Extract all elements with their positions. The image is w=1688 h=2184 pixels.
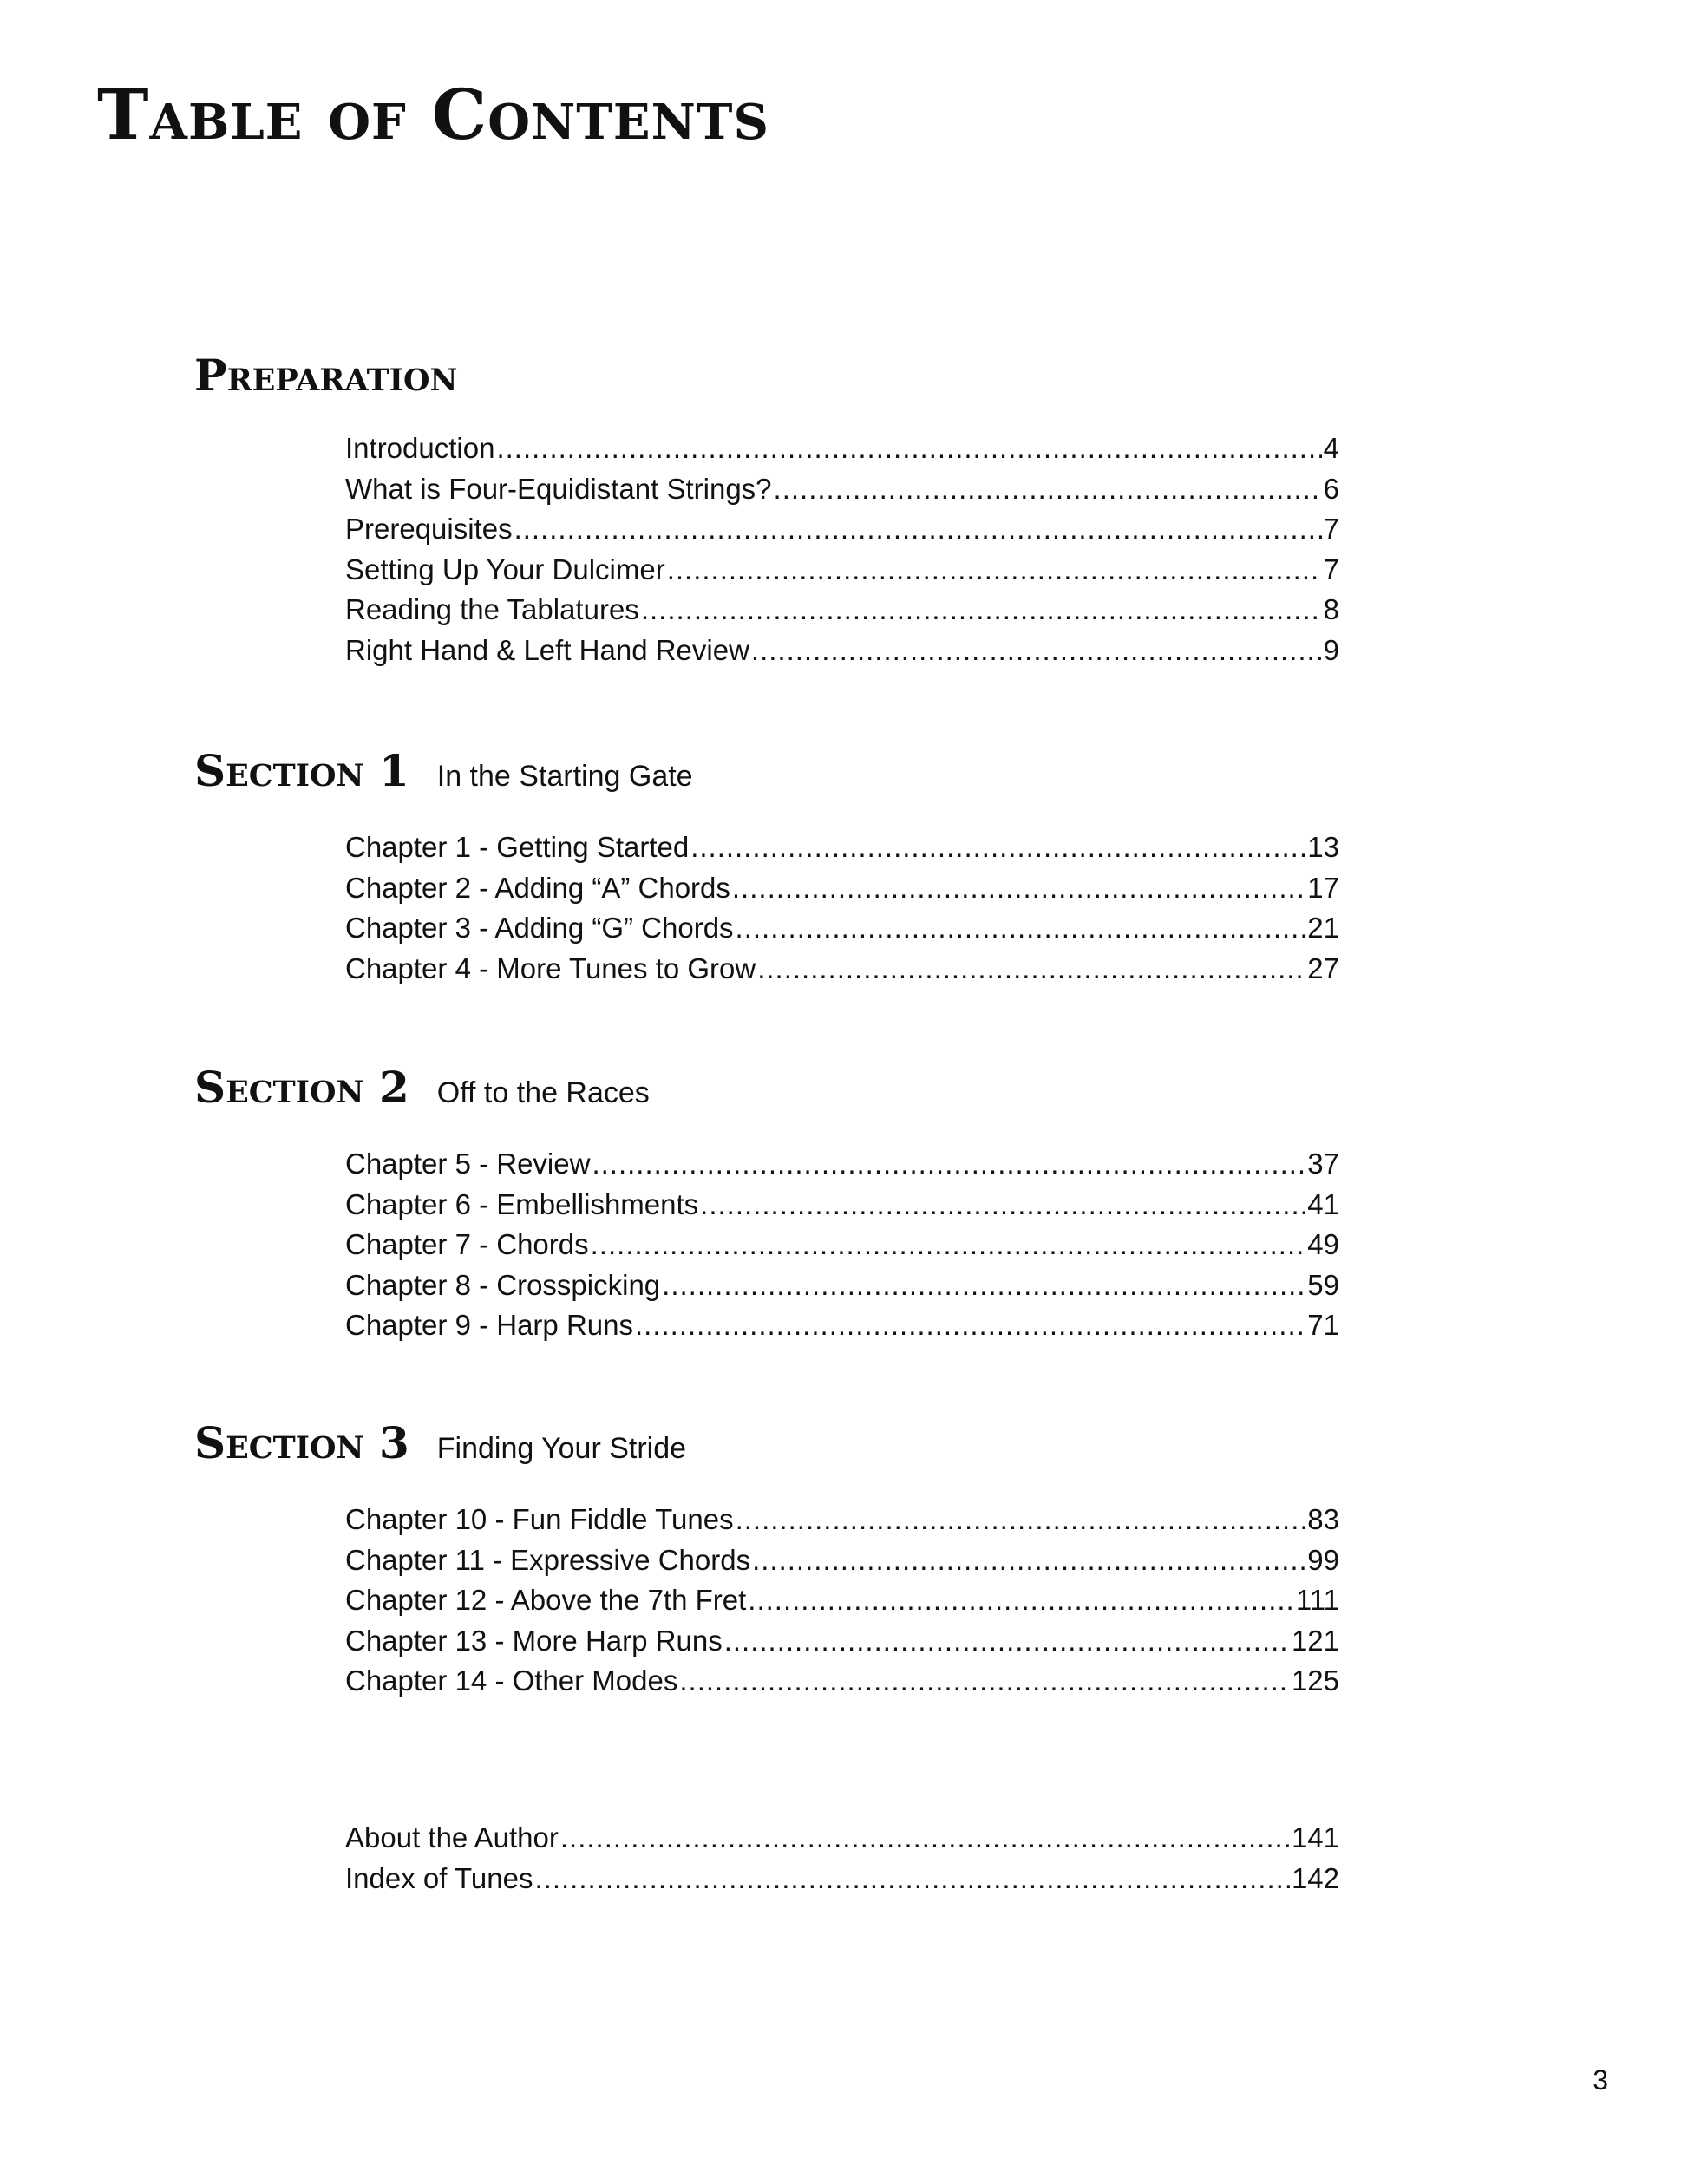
toc-entry[interactable]	[345, 1228, 1339, 1269]
toc-entry-page: 9	[1323, 633, 1339, 666]
toc-entry-page: 71	[1307, 1309, 1339, 1341]
dot-leader	[752, 1544, 1305, 1577]
section-name: Section 3	[194, 1417, 409, 1468]
toc-entry[interactable]	[345, 1625, 1339, 1665]
toc-entry-title: Chapter 14 - Other Modes	[345, 1664, 678, 1697]
dot-leader	[591, 1228, 1306, 1261]
dot-leader	[592, 1148, 1305, 1180]
toc-list	[194, 1148, 1339, 1350]
toc-entry-title: What is Four-Equidistant Strings?	[345, 472, 772, 505]
toc-entry[interactable]	[345, 1544, 1339, 1585]
toc-entry-page: 83	[1307, 1503, 1339, 1535]
section-name: Section 2	[194, 1062, 409, 1113]
dot-leader	[690, 831, 1305, 864]
section-heading	[194, 350, 1339, 401]
toc-entry-title: Chapter 5 - Review	[345, 1148, 591, 1180]
toc-entry-page: 4	[1323, 432, 1339, 464]
toc-entry[interactable]	[345, 1269, 1339, 1310]
toc-entry-title: Chapter 8 - Crosspicking	[345, 1268, 661, 1301]
toc-entry-page: 99	[1307, 1543, 1339, 1576]
section-name: Preparation	[194, 350, 458, 401]
dot-leader	[679, 1664, 1290, 1697]
dot-leader	[757, 952, 1305, 985]
toc-entry-title: Chapter 3 - Adding “G” Chords	[345, 912, 734, 944]
toc-entry-title: Chapter 7 - Chords	[345, 1228, 589, 1260]
toc-entry-page: 7	[1323, 553, 1339, 585]
toc-entry-page: 8	[1323, 593, 1339, 625]
section-preparation	[194, 350, 1339, 674]
toc-entry-title: About the Author	[345, 1821, 559, 1854]
toc-entry-title: Prerequisites	[345, 513, 513, 545]
toc-entry[interactable]	[345, 553, 1339, 594]
toc-entry-page: 141	[1291, 1821, 1339, 1854]
toc-entry[interactable]	[345, 1148, 1339, 1188]
dot-leader	[496, 432, 1321, 465]
page-title: Table of Contents	[97, 74, 769, 155]
section-subtitle: Off to the Races	[436, 1076, 650, 1109]
section-heading	[194, 1417, 1339, 1468]
dot-leader	[534, 1862, 1289, 1895]
toc-entry-title: Reading the Tablatures	[345, 593, 639, 625]
toc-entry-title: Chapter 10 - Fun Fiddle Tunes	[345, 1503, 734, 1535]
dot-leader	[724, 1625, 1290, 1658]
toc-entry[interactable]	[345, 513, 1339, 553]
toc-entry[interactable]	[345, 1503, 1339, 1544]
toc-entry-title: Chapter 6 - Embellishments	[345, 1187, 699, 1220]
toc-entry-page: 49	[1307, 1228, 1339, 1260]
dot-leader	[700, 1188, 1305, 1221]
toc-entry-page: 7	[1323, 513, 1339, 545]
dot-leader	[774, 473, 1322, 506]
toc-entry-page: 41	[1307, 1187, 1339, 1220]
toc-entry-page: 59	[1307, 1268, 1339, 1301]
dot-leader	[732, 872, 1305, 905]
section-3	[194, 1417, 1339, 1705]
section-subtitle: In the Starting Gate	[436, 760, 693, 793]
section-heading	[194, 745, 1339, 796]
toc-entry[interactable]	[345, 912, 1339, 952]
toc-entry[interactable]	[345, 952, 1339, 993]
toc-entry-title: Setting Up Your Dulcimer	[345, 553, 665, 585]
toc-entry-page: 125	[1291, 1664, 1339, 1697]
page-number: 3	[1593, 2064, 1608, 2096]
toc-entry-title: Chapter 13 - More Harp Runs	[345, 1624, 723, 1657]
dot-leader	[751, 634, 1322, 667]
toc-entry-page: 142	[1291, 1861, 1339, 1894]
toc-entry-page: 27	[1307, 951, 1339, 984]
toc-entry-page: 17	[1307, 871, 1339, 904]
toc-entry-title: Index of Tunes	[345, 1861, 533, 1894]
toc-entry-title: Right Hand & Left Hand Review	[345, 633, 749, 666]
section-2	[194, 1062, 1339, 1350]
section-1	[194, 745, 1339, 992]
toc-entry[interactable]	[345, 1188, 1339, 1229]
toc-entry[interactable]	[345, 1584, 1339, 1625]
toc-entry-title: Chapter 11 - Expressive Chords	[345, 1543, 751, 1576]
dot-leader	[560, 1821, 1290, 1854]
toc-entry-page: 37	[1307, 1148, 1339, 1180]
section-name: Section 1	[194, 745, 409, 796]
dot-leader	[635, 1309, 1305, 1342]
dot-leader	[748, 1584, 1294, 1617]
toc-entry-title: Chapter 2 - Adding “A” Chords	[345, 871, 730, 904]
section-subtitle: Finding Your Stride	[436, 1432, 687, 1465]
toc-list	[194, 831, 1339, 992]
toc-list	[194, 432, 1339, 674]
toc-entry-page: 6	[1323, 472, 1339, 505]
dot-leader	[641, 593, 1322, 626]
toc-entry-page: 121	[1291, 1624, 1339, 1657]
dot-leader	[736, 1503, 1306, 1536]
toc-entry[interactable]	[345, 1862, 1339, 1903]
dot-leader	[667, 553, 1322, 586]
toc-entry-title: Chapter 12 - Above the 7th Fret	[345, 1584, 747, 1616]
toc-entry[interactable]	[345, 432, 1339, 473]
toc-list	[194, 1821, 1339, 1902]
toc-entry-title: Chapter 9 - Harp Runs	[345, 1309, 633, 1341]
toc-entry-page: 21	[1307, 912, 1339, 944]
toc-entry[interactable]	[345, 473, 1339, 513]
toc-entry[interactable]	[345, 593, 1339, 634]
back-matter	[194, 1821, 1339, 1902]
toc-entry[interactable]	[345, 831, 1339, 872]
toc-entry-page: 13	[1307, 831, 1339, 863]
toc-entry-title: Chapter 1 - Getting Started	[345, 831, 690, 863]
toc-entry-title: Chapter 4 - More Tunes to Grow	[345, 951, 756, 984]
dot-leader	[736, 912, 1306, 945]
dot-leader	[514, 513, 1322, 546]
toc-entry-page: 111	[1295, 1584, 1339, 1616]
toc-entry[interactable]	[345, 1821, 1339, 1862]
toc-entry[interactable]	[345, 872, 1339, 912]
toc-list	[194, 1503, 1339, 1705]
toc-entry[interactable]	[345, 1309, 1339, 1350]
dot-leader	[662, 1269, 1305, 1302]
toc-entry-title: Introduction	[345, 432, 495, 464]
toc-entry[interactable]	[345, 1664, 1339, 1705]
section-heading	[194, 1062, 1339, 1113]
toc-entry[interactable]	[345, 634, 1339, 675]
